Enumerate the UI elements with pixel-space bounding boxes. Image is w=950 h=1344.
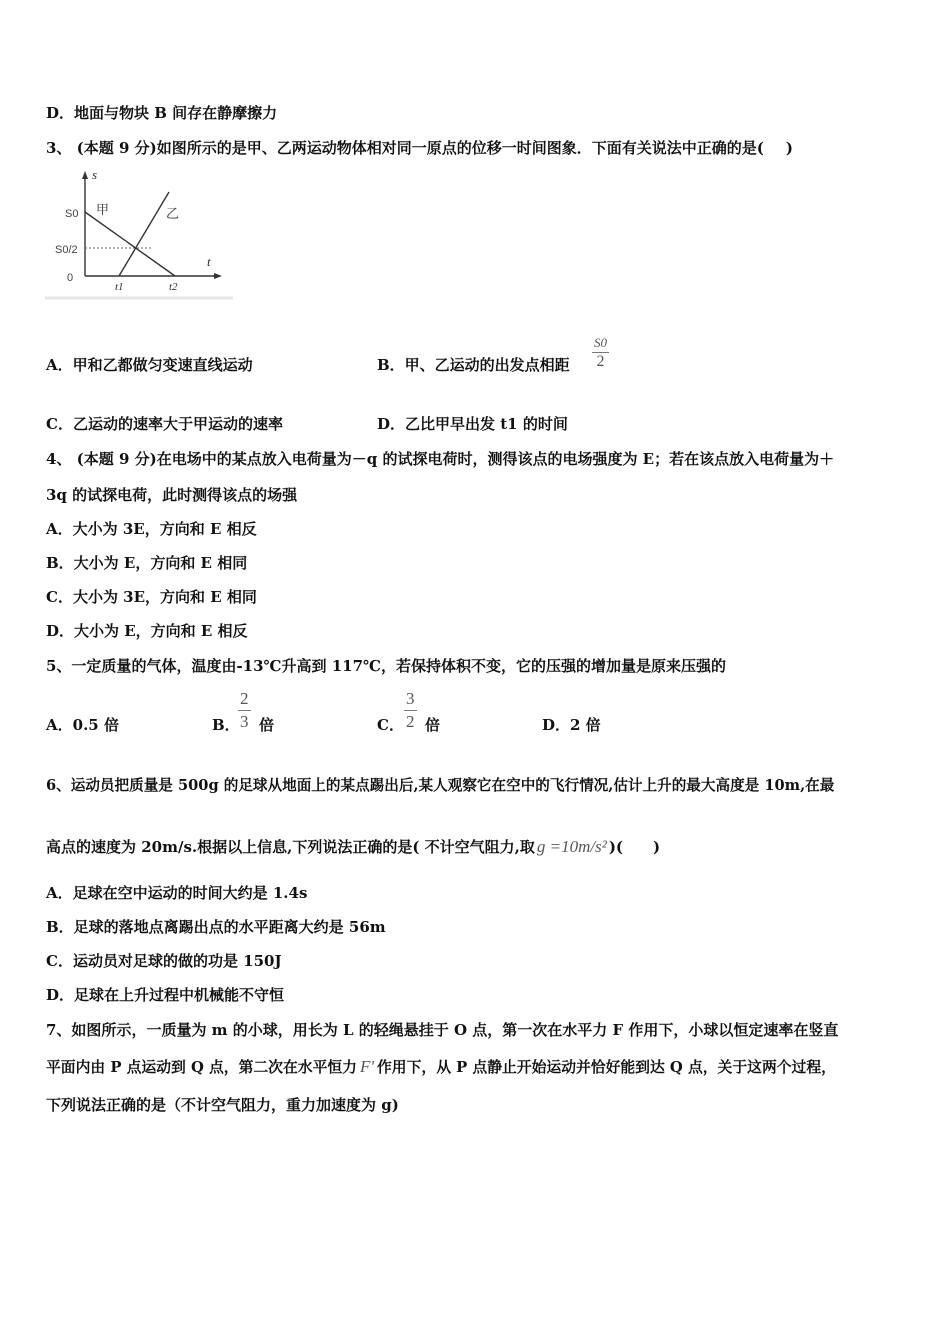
q2-option-d: D．地面与物块 B 间存在静摩擦力 <box>46 104 278 122</box>
q7-stem-line2-prefix: 平面内由 P 点运动到 Q 点，第二次在水平恒力 <box>46 1059 357 1076</box>
q5-option-b-num: 2 <box>238 688 251 711</box>
q7-stem-line2-suffix: 作用下，从 P 点静止开始运动并恰好能到达 Q 点，关于这两个过程， <box>377 1059 836 1076</box>
q5-option-c-unit: 倍 <box>425 716 441 734</box>
q4-option-c: C．大小为 3E，方向和 E 相同 <box>46 588 257 606</box>
q7-stem-line2 <box>46 1056 836 1077</box>
q3-option-d: D．乙比甲早出发 t1 的时间 <box>377 415 568 433</box>
q3-stem <box>46 137 793 158</box>
q6-option-a: A．足球在空中运动的时间大约是 1.4s <box>46 884 308 902</box>
q5-option-c-fraction <box>404 688 417 733</box>
q5-option-b-label: B． <box>212 716 240 734</box>
t1-label: t1 <box>115 281 124 293</box>
q6-option-c: C．运动员对足球的做的功是 150J <box>46 952 282 970</box>
q3-stem-prefix: 3、 (本题 9 分)如图所示的是甲、乙两运动物体相对同一原点的位移一时间图象．下面有关说法中正确的是( <box>46 139 764 157</box>
q5-option-c-label: C． <box>377 716 404 734</box>
q7-stem-line3: 下列说法正确的是（不计空气阻力，重力加速度为 g) <box>46 1096 399 1114</box>
q5-option-b-unit: 倍 <box>259 716 275 734</box>
q4-option-b: B．大小为 E，方向和 E 相同 <box>46 554 248 572</box>
s-axis-label: s <box>92 168 98 182</box>
q7-f-prime: F' <box>359 1057 374 1076</box>
q6-stem-line1: 6、运动员把质量是 500g 的足球从地面上的某点踢出后,某人观察它在空中的飞行情况,估计上升的最大高度是 10m,在最 <box>46 777 835 794</box>
q5-option-a: A．0.5 倍 <box>46 716 119 734</box>
q4-stem-line1: 4、 (本题 9 分)在电场中的某点放入电荷量为－q 的试探电荷时，测得该点的电场强度为 E；若在该点放入电荷量为＋ <box>46 450 835 468</box>
q6-stem-line2-prefix: 高点的速度为 20m/s.根据以上信息,下列说法正确的是( 不计空气阻力,取 <box>46 838 535 856</box>
q3-option-a: A．甲和乙都做匀变速直线运动 <box>46 356 253 374</box>
q4-option-a: A．大小为 3E，方向和 E 相反 <box>46 520 257 538</box>
q3-option-b-den: 2 <box>596 353 605 370</box>
q4-option-d: D．大小为 E，方向和 E 相反 <box>46 622 248 640</box>
q6-option-b: B．足球的落地点离踢出点的水平距离大约是 56m <box>46 918 386 936</box>
q3-option-b-fraction <box>592 334 609 371</box>
q3-st-graph <box>45 168 237 302</box>
q7-stem-line1: 7、如图所示，一质量为 m 的小球，用长为 L 的轻绳悬挂于 O 点，第一次在水平力 F 作用下，小球以恒定速率在竖直 <box>46 1021 839 1039</box>
q5-option-c-den: 2 <box>406 712 415 731</box>
q5-option-c-num: 3 <box>404 688 417 711</box>
origin-label: 0 <box>67 272 74 284</box>
q6-option-d: D．足球在上升过程中机械能不守恒 <box>46 986 285 1004</box>
s0-label: S0 <box>65 208 79 220</box>
q6-stem-line2 <box>46 836 660 857</box>
q3-option-b-num: S0 <box>592 334 609 353</box>
q5-stem: 5、一定质量的气体，温度由-13℃升高到 117℃，若保持体积不变，它的压强的增加量是原来压强的 <box>46 657 727 675</box>
t-axis-label: t <box>207 254 211 269</box>
q3-stem-suffix: ) <box>785 139 793 157</box>
q3-option-c: C．乙运动的速率大于甲运动的速率 <box>46 415 283 433</box>
q3-option-b: B．甲、乙运动的出发点相距 <box>377 356 570 374</box>
q5-option-b-den: 3 <box>240 712 249 731</box>
t2-label: t2 <box>169 281 178 293</box>
q5-option-b-fraction <box>238 688 251 733</box>
jia-label: 甲 <box>96 203 110 218</box>
q4-stem-line2: 3q 的试探电荷，此时测得该点的场强 <box>46 486 298 504</box>
q6-stem-line2-suffix: )( ) <box>608 838 661 856</box>
half-label: S0/2 <box>55 244 78 256</box>
q6-g-formula: g =10m/s² <box>536 837 607 856</box>
q5-option-d: D．2 倍 <box>542 716 601 734</box>
yi-label: 乙 <box>166 207 180 222</box>
